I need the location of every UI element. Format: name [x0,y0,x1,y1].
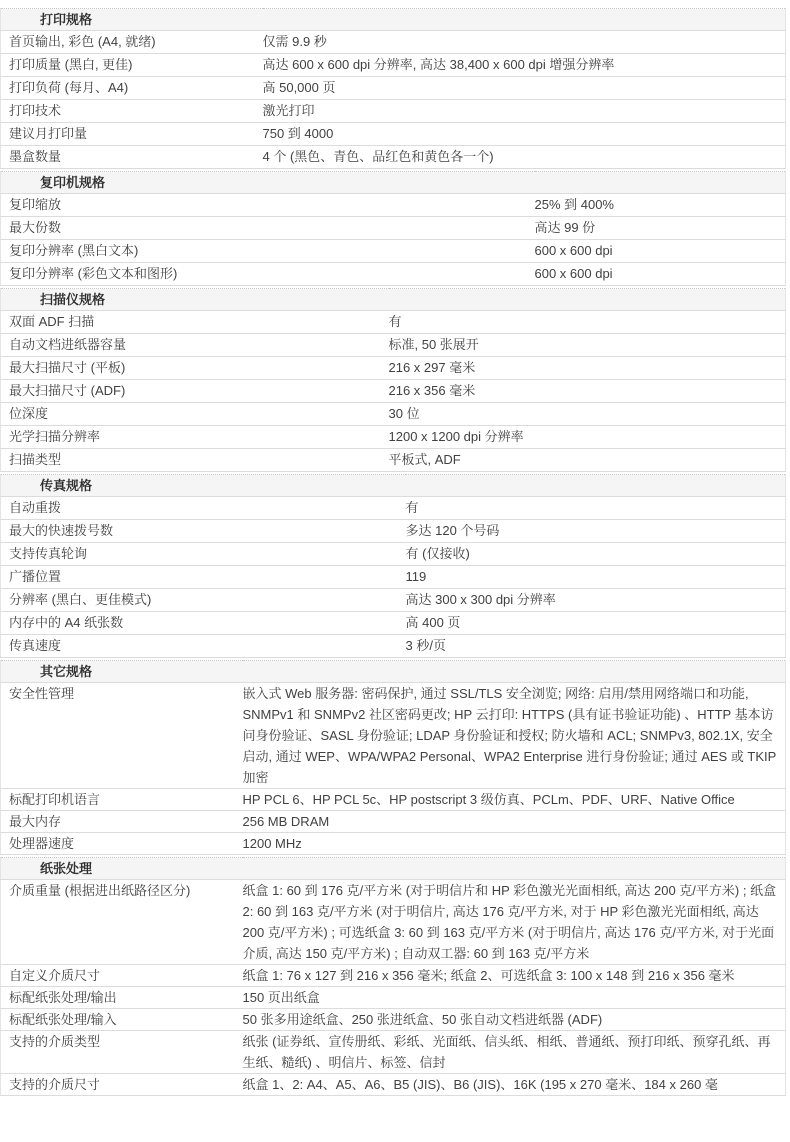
spec-value: 纸盒 1: 60 到 176 克/平方米 (对于明信片和 HP 彩色激光光面相纸, 高达 200 克/平方米) ; 纸盒 2: 60 到 163 克/平方米 (对于明信片, 高达 176 克/平方米, 对于 HP 彩色激光光面相纸, 高达 200 克/平方米) ; 可选纸盒 3: 60 到 163 克/平方米 (对于明信片, 高达 176 克/平方米, 对于光面介质, 高达 150 克/平方米) ; 自动双工器: 60 到 163 克/平方米 [243,880,786,965]
section-title: 复印机规格 [1,172,786,194]
spec-label: 标配纸张处理/输出 [1,987,243,1009]
table-row [1,566,786,589]
table-row [1,1031,786,1074]
spec-label: 最大份数 [1,217,535,240]
table-row [1,880,786,965]
spec-value: 纸盒 1、2: A4、A5、A6、B5 (JIS)、B6 (JIS)、16K (195 x 270 毫米、184 x 260 毫 [243,1074,786,1096]
spec-label: 自动重拨 [1,497,406,520]
table-row [1,146,786,169]
table-row [1,1074,786,1096]
spec-section-table [0,660,786,855]
spec-label: 打印质量 (黑白, 更佳) [1,54,263,77]
spec-value: 有 [406,497,786,520]
table-row [1,123,786,146]
spec-label: 首页输出, 彩色 (A4, 就绪) [1,31,263,54]
spec-label: 复印缩放 [1,194,535,217]
spec-label: 自动文档进纸器容量 [1,334,389,357]
spec-value: 50 张多用途纸盒、250 张进纸盒、50 张自动文档进纸器 (ADF) [243,1009,786,1031]
spec-section-table [0,474,786,658]
spec-value: 标准, 50 张展开 [389,334,786,357]
section-title: 纸张处理 [1,858,786,880]
spec-value: 216 x 297 毫米 [389,357,786,380]
table-row [1,497,786,520]
spec-label: 双面 ADF 扫描 [1,311,389,334]
section-title: 传真规格 [1,475,786,497]
section-header-row [1,475,786,497]
table-row [1,217,786,240]
table-row [1,357,786,380]
spec-label: 建议月打印量 [1,123,263,146]
spec-value: 激光打印 [263,100,786,123]
spec-value: 30 位 [389,403,786,426]
section-title: 其它规格 [1,661,786,683]
spec-section-table [0,8,786,169]
spec-label: 标配打印机语言 [1,789,243,811]
section-header-row [1,172,786,194]
spec-value: 多达 120 个号码 [406,520,786,543]
table-row [1,77,786,100]
spec-value: 有 (仅接收) [406,543,786,566]
table-row [1,334,786,357]
spec-value: 平板式, ADF [389,449,786,472]
spec-value: 1200 MHz [243,833,786,855]
spec-label: 支持传真轮询 [1,543,406,566]
spec-label: 复印分辨率 (黑白文本) [1,240,535,263]
spec-label: 打印技术 [1,100,263,123]
spec-section-table [0,857,786,1096]
table-row [1,683,786,789]
table-row [1,31,786,54]
table-row [1,520,786,543]
table-row [1,612,786,635]
spec-value: 119 [406,566,786,589]
spec-value: 3 秒/页 [406,635,786,658]
spec-value: 750 到 4000 [263,123,786,146]
spec-label: 最大扫描尺寸 (ADF) [1,380,389,403]
table-row [1,833,786,855]
table-row [1,589,786,612]
spec-label: 扫描类型 [1,449,389,472]
spec-value: 25% 到 400% [535,194,786,217]
spec-label: 广播位置 [1,566,406,589]
spec-value: 高达 600 x 600 dpi 分辨率, 高达 38,400 x 600 dpi 增强分辨率 [263,54,786,77]
section-header-row [1,858,786,880]
spec-value: 高 50,000 页 [263,77,786,100]
spec-label: 内存中的 A4 纸张数 [1,612,406,635]
section-header-row [1,289,786,311]
spec-label: 墨盒数量 [1,146,263,169]
spec-value: 仅需 9.9 秒 [263,31,786,54]
table-row [1,987,786,1009]
spec-value: 高达 300 x 300 dpi 分辨率 [406,589,786,612]
spec-value: 216 x 356 毫米 [389,380,786,403]
spec-value: 嵌入式 Web 服务器: 密码保护, 通过 SSL/TLS 安全浏览; 网络: 启用/禁用网络端口和功能, SNMPv1 和 SNMPv2 社区密码更改; HP 云打印: HTTPS (具有证书验证功能) 、HTTP 基本访问身份验证、SASL 身份验证; LDAP 身份验证和授权; 防火墙和 ACL; SNMPv3, 802.1X, 安全启动, 通过 WEP、WPA/WPA2 Personal、WPA2 Enterprise 进行身份验证; 通过 AES 或 TKIP 加密 [243,683,786,789]
table-row [1,635,786,658]
spec-label: 处理器速度 [1,833,243,855]
table-row [1,449,786,472]
spec-value: 256 MB DRAM [243,811,786,833]
table-row [1,240,786,263]
spec-label: 最大扫描尺寸 (平板) [1,357,389,380]
table-row [1,965,786,987]
spec-value: HP PCL 6、HP PCL 5c、HP postscript 3 级仿真、PCLm、PDF、URF、Native Office [243,789,786,811]
table-row [1,811,786,833]
table-row [1,263,786,286]
spec-label: 复印分辨率 (彩色文本和图形) [1,263,535,286]
spec-value: 1200 x 1200 dpi 分辨率 [389,426,786,449]
section-header-row [1,9,786,31]
spec-label: 支持的介质尺寸 [1,1074,243,1096]
section-title: 扫描仪规格 [1,289,786,311]
section-header-row [1,661,786,683]
table-row [1,54,786,77]
table-row [1,426,786,449]
spec-value: 600 x 600 dpi [535,240,786,263]
spec-label: 位深度 [1,403,389,426]
spec-label: 自定义介质尺寸 [1,965,243,987]
table-row [1,100,786,123]
spec-value: 高 400 页 [406,612,786,635]
spec-value: 4 个 (黑色、青色、品红色和黄色各一个) [263,146,786,169]
spec-label: 标配纸张处理/输入 [1,1009,243,1031]
spec-label: 安全性管理 [1,683,243,789]
spec-label: 分辨率 (黑白、更佳模式) [1,589,406,612]
spec-label: 最大内存 [1,811,243,833]
section-title: 打印规格 [1,9,786,31]
table-row [1,380,786,403]
spec-label: 支持的介质类型 [1,1031,243,1074]
spec-value: 纸张 (证券纸、宣传册纸、彩纸、光面纸、信头纸、相纸、普通纸、预打印纸、预穿孔纸、再生纸、糙纸) 、明信片、标签、信封 [243,1031,786,1074]
spec-section-table [0,171,786,286]
table-row [1,311,786,334]
spec-value: 有 [389,311,786,334]
spec-value: 600 x 600 dpi [535,263,786,286]
table-row [1,1009,786,1031]
spec-section-table [0,288,786,472]
spec-label: 介质重量 (根据进出纸路径区分) [1,880,243,965]
table-row [1,403,786,426]
spec-label: 光学扫描分辨率 [1,426,389,449]
spec-label: 最大的快速拨号数 [1,520,406,543]
spec-label: 传真速度 [1,635,406,658]
table-row [1,789,786,811]
spec-value: 150 页出纸盒 [243,987,786,1009]
spec-value: 纸盒 1: 76 x 127 到 216 x 356 毫米; 纸盒 2、可选纸盒 3: 100 x 148 到 216 x 356 毫米 [243,965,786,987]
spec-label: 打印负荷 (每月、A4) [1,77,263,100]
table-row [1,194,786,217]
table-row [1,543,786,566]
spec-value: 高达 99 份 [535,217,786,240]
